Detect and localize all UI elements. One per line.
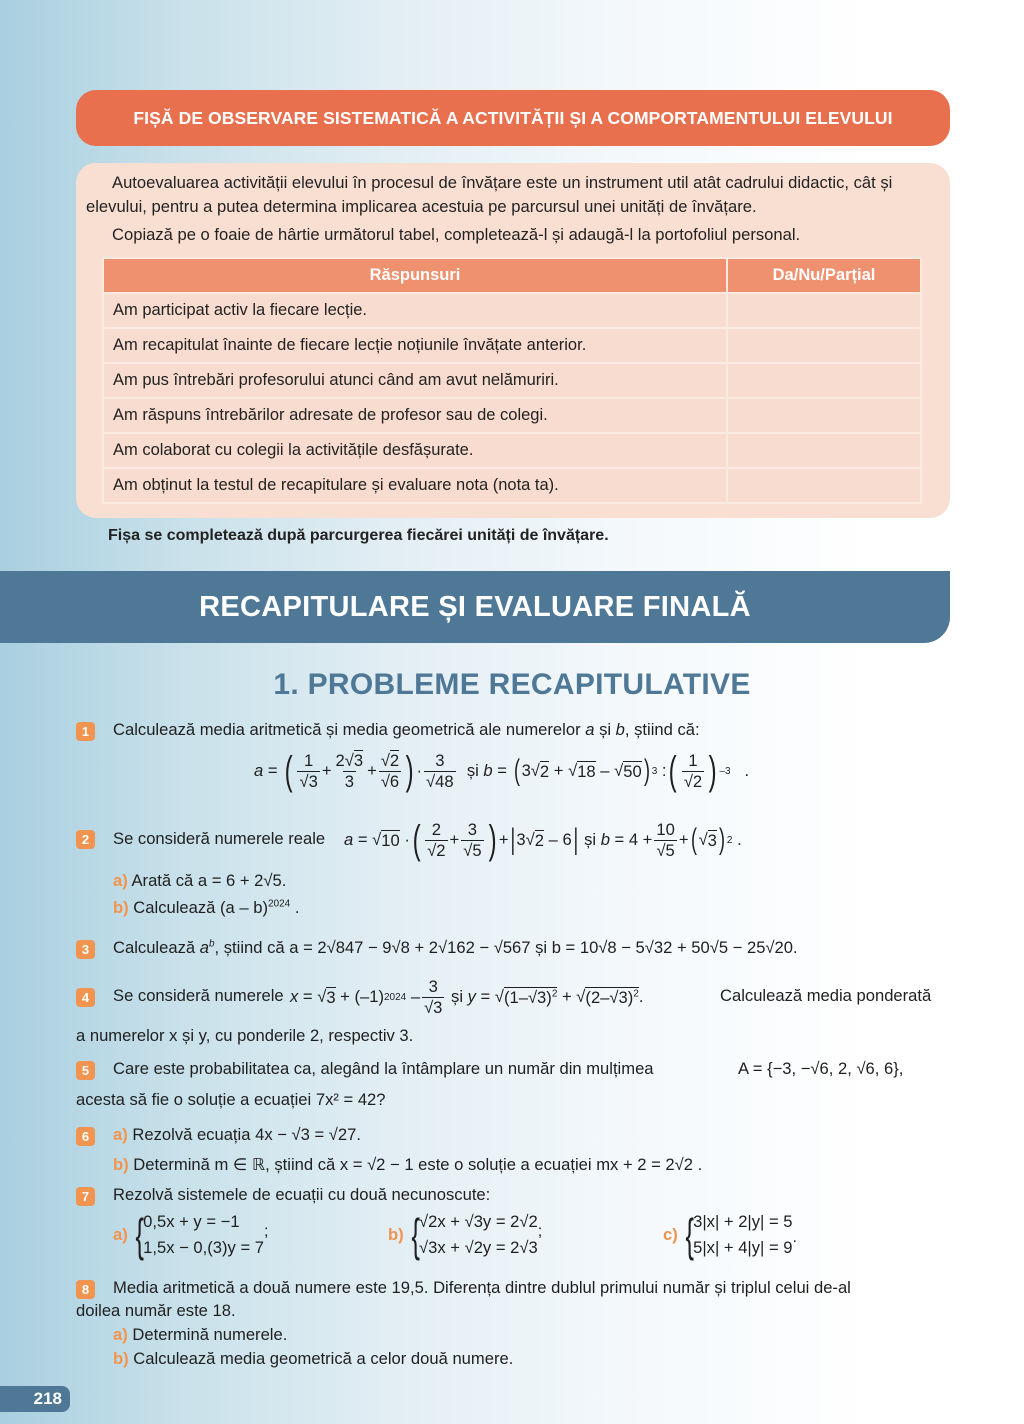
problem-6a <box>113 1125 361 1145</box>
table-row <box>103 468 921 503</box>
problem-2-formula: a = √ 10 · ( $\frac{2}{√2}$ + $\frac{3}{√5}$ ) + | 3√ 2 – 6 | și b = 4 + $\frac{10}{√5}$ + ( √ 3 ) 2 . <box>344 818 742 862</box>
table-row <box>103 363 921 398</box>
problem-1-text-end: , știind că: <box>624 720 700 739</box>
row-answer-cell <box>727 468 921 503</box>
subpoint-label: b) <box>113 1349 129 1368</box>
subpoint-label: b) <box>388 1225 404 1244</box>
header-raspunsuri: Răspunsuri <box>103 258 727 293</box>
subpoint-label: a) <box>113 1125 128 1144</box>
table-row <box>103 328 921 363</box>
problem-1-text <box>113 720 700 740</box>
system-a-eq1: 0,5x + y = −1 <box>143 1212 240 1231</box>
system-a-end: ; <box>263 1223 269 1240</box>
problem-8a <box>113 1325 287 1345</box>
problem-2b: b) Calculează (a – b)$^{2024}$ . <box>113 898 300 917</box>
problem-2b-formula: (a – b) <box>220 898 268 917</box>
problem-6b-text: Determină <box>133 1155 210 1174</box>
problem-6b-formula-eq: mx + 2 = 2√2 . <box>596 1155 703 1174</box>
problem-4-formula: x = √ 3 + (–1) 2024 – $\frac{3}{√3}$ și y = √ $(1-√3)^2$ + √ $(2-√3)^2$ . <box>290 976 644 1017</box>
subpoint-label: c) <box>663 1225 678 1244</box>
problem-number-badge: 6 <box>76 1127 95 1146</box>
problem-5-line-2 <box>76 1090 386 1110</box>
system-b-eq2: √3x + √2y = 2√3 <box>419 1238 538 1257</box>
problem-5-text: Care este probabilitatea ca, alegând la întâmplare un număr din mulțimea <box>113 1059 654 1078</box>
problem-2a-text: Arată că <box>131 871 194 890</box>
problem-6b <box>113 1155 702 1175</box>
conj: și <box>594 720 616 739</box>
table-row <box>103 398 921 433</box>
problem-4-text: Se consideră numerele <box>113 986 284 1005</box>
observation-note: Fișa se completează după parcurgerea fiecărei unități de învățare. <box>108 527 609 544</box>
system-c-eq2: 5|x| + 4|y| = 9 <box>693 1238 793 1257</box>
problem-number-badge: 2 <box>76 830 95 849</box>
problem-6b-formula-m: m ∈ ℝ, <box>214 1155 270 1174</box>
intro-paragraph-1: Autoevaluarea activității elevului în procesul de învățare este un instrument util atât cadrului didactic, cât și elevului, pentru a putea determina implicarea acestuia pe parcursul unei unități de învățare. <box>86 173 893 216</box>
observation-intro <box>86 171 946 247</box>
row-statement: Am răspuns întrebărilor adresate de profesor sau de colegi. <box>103 398 727 433</box>
problem-6b-formula-x: x = √2 − 1 <box>339 1155 414 1174</box>
system-a <box>113 1209 268 1261</box>
problem-8-line-2: doilea număr este 18. <box>76 1301 236 1320</box>
problem-1-text-start: Calculează media aritmetică și media geometrică ale numerelor <box>113 720 586 739</box>
problem-4-line-2: a numerelor x și y, cu ponderile 2, respectiv 3. <box>76 1026 414 1045</box>
intro-paragraph-2: Copiază pe o foaie de hârtie următorul tabel, completează-l și adaugă-l la portofoliul personal. <box>112 225 801 244</box>
problem-6a-formula: 4x − √3 = √27. <box>255 1125 361 1144</box>
table-row <box>103 293 921 328</box>
section-banner: RECAPITULARE ȘI EVALUARE FINALĂ <box>0 571 950 643</box>
brace-icon: { <box>411 1209 420 1261</box>
row-answer-cell <box>727 293 921 328</box>
problem-7-text: Rezolvă sistemele de ecuații cu două necunoscute: <box>113 1185 491 1204</box>
brace-icon: { <box>685 1209 694 1261</box>
problem-2b-exponent: 2024 <box>267 898 291 910</box>
self-assessment-table <box>102 257 922 504</box>
problem-number-badge: 5 <box>76 1061 95 1080</box>
row-answer-cell <box>727 433 921 468</box>
system-c-eq1: 3|x| + 2|y| = 5 <box>693 1212 793 1231</box>
problem-2a-formula: a = 6 + 2√5. <box>197 871 287 890</box>
row-answer-cell <box>727 398 921 433</box>
problem-number-badge: 7 <box>76 1187 95 1206</box>
problem-1-formula: a = ( $\frac{1}{√3}$ + $\frac{2√3}{3}$ + $\frac{√2}{√6}$ ) · $\frac{3}{√48}$ și b = ( 3√ 2 + √ 18 – √ 50 ) 3 : ( $\frac{1}{√2}$ ) –3 . <box>254 749 750 793</box>
subpoint-label: a) <box>113 1225 128 1244</box>
problem-number-badge: 4 <box>76 988 95 1007</box>
problem-3-formula: a = 2√847 − 9√8 + 2√162 − √567 și b = 10√8 − 5√32 + 50√5 − 25√20. <box>289 938 798 957</box>
observation-sheet-title: FIȘĂ DE OBSERVARE SISTEMATICĂ A ACTIVITĂȚII ȘI A COMPORTAMENTULUI ELEVULUI <box>76 90 950 146</box>
subpoint-label: b) <box>113 898 129 917</box>
problem-number-badge: 8 <box>76 1280 95 1299</box>
problem-number-badge: 1 <box>76 722 95 741</box>
system-b-end: ; <box>537 1223 543 1240</box>
problem-6b-text-2: este o soluție a ecuației <box>418 1155 592 1174</box>
subpoint-label: b) <box>113 1155 129 1174</box>
var-a: a <box>585 720 595 739</box>
system-a-eq2: 1,5x − 0,(3)y = 7 <box>143 1238 264 1257</box>
table-row <box>103 433 921 468</box>
problem-6b-mid: știind că <box>274 1155 336 1174</box>
subpoint-label: a) <box>113 1325 128 1344</box>
problem-8b-text: Calculează media geometrică a celor două numere. <box>133 1349 514 1368</box>
row-answer-cell <box>727 363 921 398</box>
row-statement: Am participat activ la fiecare lecție. <box>103 293 727 328</box>
problem-number-badge: 3 <box>76 940 95 959</box>
system-c-end: . <box>792 1229 797 1246</box>
page-number: 218 <box>0 1386 70 1412</box>
header-da-nu-partial: Da/Nu/Parțial <box>727 258 921 293</box>
problem-3-text-start: Calculează <box>113 938 196 957</box>
problem-8a-text: Determină numerele. <box>132 1325 288 1344</box>
row-statement: Am colaborat cu colegii la activitățile desfășurate. <box>103 433 727 468</box>
row-statement: Am recapitulat înainte de fiecare lecție noțiunile învățate anterior. <box>103 328 727 363</box>
problem-5-equation: 7x² = 42? <box>315 1090 386 1109</box>
problem-8b <box>113 1349 513 1369</box>
table-header-row <box>103 258 921 293</box>
system-b-eq1: √2x + √3y = 2√2 <box>419 1212 538 1231</box>
problem-5-line-2-start: acesta să fie o soluție a ecuației <box>76 1090 312 1109</box>
row-statement: Am obținut la testul de recapitulare și evaluare nota (nota ta). <box>103 468 727 503</box>
section-subheading: 1. PROBLEME RECAPITULATIVE <box>273 668 751 701</box>
row-statement: Am pus întrebări profesorului atunci când am avut nelămuriri. <box>103 363 727 398</box>
problem-6a-text: Rezolvă ecuația <box>132 1125 251 1144</box>
row-answer-cell <box>727 328 921 363</box>
problem-8-text: Media aritmetică a două numere este 19,5. Diferența dintre dublul primului număr și triplul celui de-al <box>113 1278 851 1297</box>
problem-3-text: Calculează $a^b$, știind că a = 2√847 − 9√8 + 2√162 − √567 și b = 10√8 − 5√32 + 50√5 − 25√20. <box>113 938 798 957</box>
problem-4-text-end: Calculează media ponderată <box>720 986 932 1005</box>
brace-icon: { <box>135 1209 144 1261</box>
problem-2-text: Se consideră numerele reale <box>113 829 326 848</box>
system-b <box>388 1209 542 1261</box>
problem-5-set: A = {−3, −√6, 2, √6, 6}, <box>738 1059 904 1078</box>
var-b: b <box>615 720 625 739</box>
problem-2a <box>113 871 286 891</box>
system-c <box>663 1209 797 1261</box>
problem-2b-text: Calculează <box>133 898 216 917</box>
subpoint-label: a) <box>113 871 128 890</box>
